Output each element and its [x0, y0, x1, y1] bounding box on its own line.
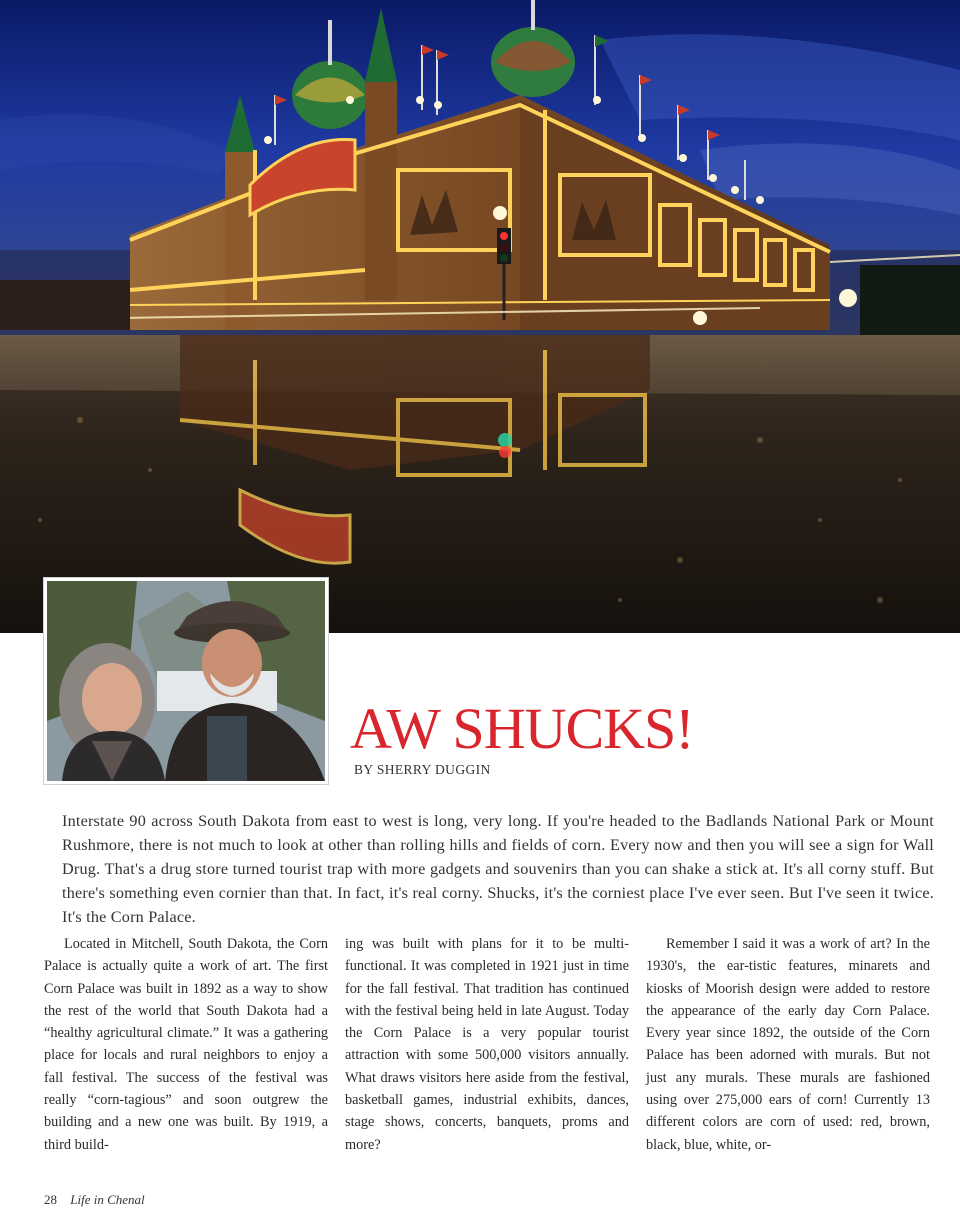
publication-name: Life in Chenal	[70, 1192, 145, 1207]
author-photo	[44, 578, 328, 784]
body-column-2: ing was built with plans for it to be multi-functional. It was completed in 1921 just in time for the fall festival. That tradition has continued with the festival being held in late August. Today the Corn Palace is a very popular tourist attraction with some 500,000 visitors annually. What draws visitors here aside from the festival, basketball games, industrial exhibits, dances, stage shows, concerts, banquets, proms and more?	[345, 936, 629, 1153]
body-column-1: Located in Mitchell, South Dakota, the Corn Palace is actually quite a work of art. The first Corn Palace was built in 1892 as a way to show the rest of the world that South Dakota had a “healthy agricultural climate.” It was a gathering place for locals and rural neighbors to enjoy a fall festival. The success of the festival was really “corn-tagious” and soon outgrew the building and a new one was built. By 1919, a third build-	[44, 936, 328, 1153]
article-byline: BY SHERRY DUGGIN	[354, 762, 491, 777]
page-footer	[44, 1192, 145, 1208]
page-number: 28	[44, 1192, 57, 1207]
article-intro: Interstate 90 across South Dakota from east to west is long, very long. If you're headed to the Badlands National Park or Mount Rushmore, there is not much to look at other than rolling hills and fields of corn. Every now and then you will see a sign for Wall Drug. That's a drug store turned tourist trap with more gadgets and souvenirs than you can shake a stick at. It's all corny stuff. But there's something even cornier than that. In fact, it's real corny. Shucks, it's the corniest place I've ever seen. But I've seen it twice. It's the Corn Palace.	[62, 812, 934, 926]
body-column-3: Remember I said it was a work of art? In the 1930's, the ear-tistic features, minarets and kiosks of Moorish design were added to restore the appearance of the early day Corn Palace. Every year since 1892, the outside of the Corn Palace has been adorned with murals. But not just any murals. These murals are fashioned using over 275,000 ears of corn! Currently 13 different colors are corn of used: red, brown, black, blue, white, or-	[646, 936, 930, 1153]
article-title: AW SHUCKS!	[350, 696, 694, 761]
